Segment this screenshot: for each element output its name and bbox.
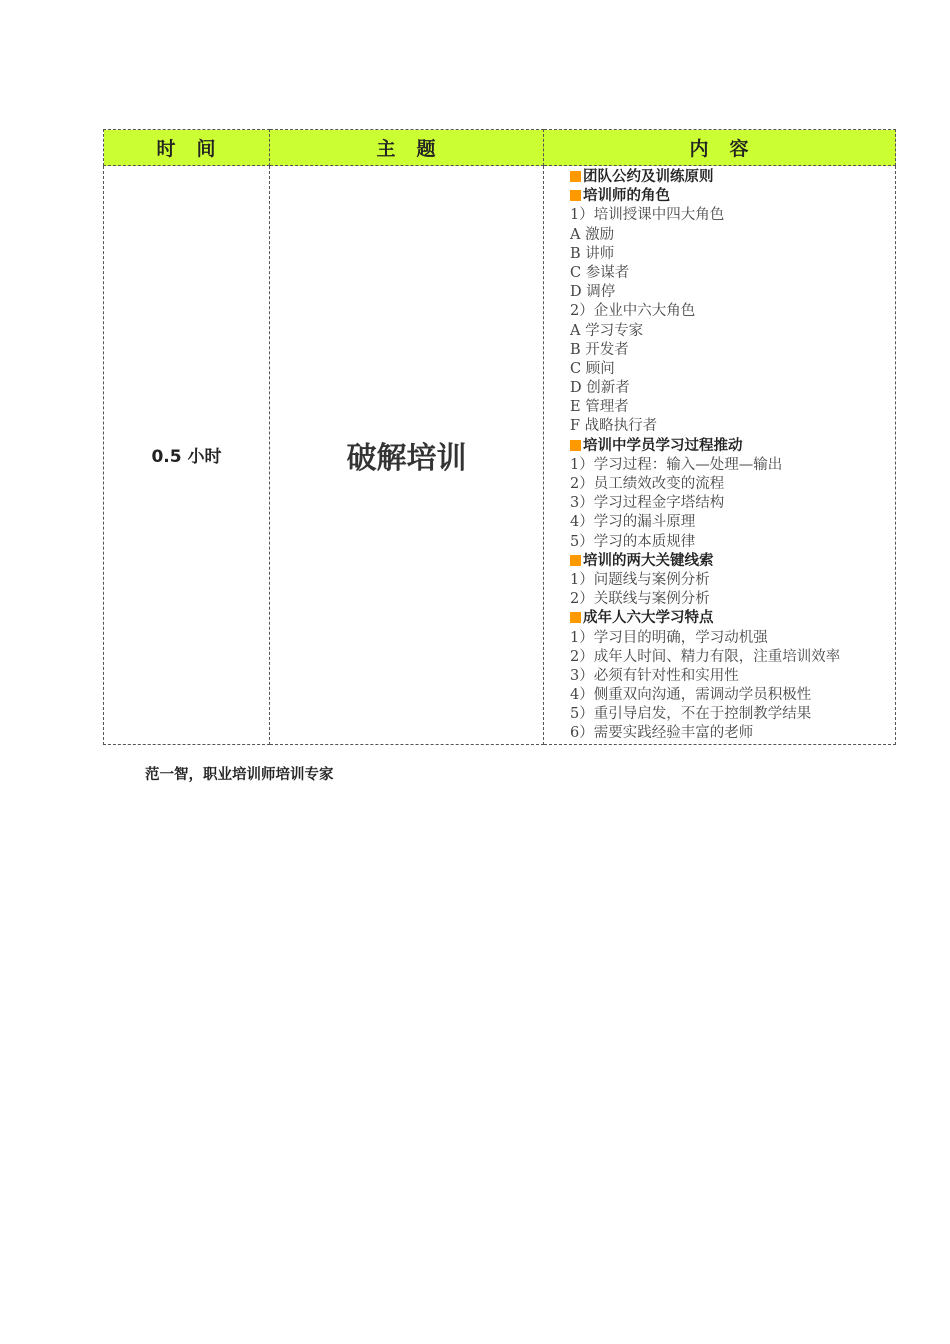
square-bullet-icon [570, 555, 581, 566]
section-heading [570, 552, 895, 571]
line-text: 2）成年人时间、精力有限，注重培训效率 [570, 648, 841, 665]
list-item [570, 667, 895, 686]
topic-cell: 破解培训 [270, 166, 544, 745]
table-header-row [104, 130, 896, 166]
list-item [570, 322, 895, 341]
line-text: 培训师的角色 [583, 188, 670, 205]
list-item [570, 705, 895, 724]
line-text: 4）侧重双向沟通，需调动学员积极性 [570, 687, 812, 704]
square-bullet-icon [570, 190, 581, 201]
line-text: 3）必须有针对性和实用性 [570, 667, 739, 684]
line-text: E 管理者 [570, 399, 629, 416]
list-item [570, 648, 895, 667]
line-text: 1）培训授课中四大角色 [570, 207, 725, 224]
list-item [570, 456, 895, 475]
list-item [570, 283, 895, 302]
line-text: 2）企业中六大角色 [570, 303, 696, 320]
line-text: 1）问题线与案例分析 [570, 571, 710, 588]
list-item [570, 724, 895, 743]
line-text: D 创新者 [570, 380, 630, 397]
line-text: 1）学习目的明确，学习动机强 [570, 629, 768, 646]
line-text: B 开发者 [570, 341, 629, 358]
line-text: A 激励 [570, 226, 615, 243]
line-text: 2）关联线与案例分析 [570, 591, 710, 608]
list-item [570, 513, 895, 532]
header-topic: 主 题 [270, 130, 544, 166]
list-item [570, 360, 895, 379]
line-text: B 讲师 [570, 245, 615, 262]
section-heading [570, 609, 895, 628]
list-item [570, 686, 895, 705]
list-item [570, 398, 895, 417]
list-item [570, 379, 895, 398]
course-table [103, 129, 896, 745]
table-row [104, 166, 896, 745]
line-text: 3）学习过程金字塔结构 [570, 495, 725, 512]
section-heading [570, 187, 895, 206]
line-text: 4）学习的漏斗原理 [570, 514, 696, 531]
line-text: 1）学习过程：输入—处理—输出 [570, 456, 783, 473]
line-text: C 顾问 [570, 360, 615, 377]
footer-author: 范一智，职业培训师培训专家 [145, 767, 334, 783]
list-item [570, 302, 895, 321]
square-bullet-icon [570, 171, 581, 182]
list-item [570, 341, 895, 360]
section-heading [570, 437, 895, 456]
line-text: 培训的两大关键线索 [583, 552, 714, 569]
line-text: 6）需要实践经验丰富的老师 [570, 725, 754, 742]
section-heading [570, 168, 895, 187]
line-text: 2）员工绩效改变的流程 [570, 476, 725, 492]
line-text: 5）学习的本质规律 [570, 533, 696, 550]
square-bullet-icon [570, 440, 581, 451]
list-item [570, 475, 895, 494]
content-list [570, 168, 895, 744]
list-item [570, 533, 895, 552]
list-item [570, 417, 895, 436]
list-item [570, 590, 895, 609]
square-bullet-icon [570, 612, 581, 623]
line-text: 5）重引导启发，不在于控制教学结果 [570, 706, 812, 723]
list-item [570, 206, 895, 225]
line-text: C 参谋者 [570, 264, 630, 281]
list-item [570, 264, 895, 283]
header-time: 时 间 [104, 130, 270, 166]
list-item [570, 226, 895, 245]
list-item [570, 245, 895, 264]
time-cell: 0.5 小时 [104, 166, 270, 745]
line-text: F 战略执行者 [570, 418, 658, 435]
line-text: 培训中学员学习过程推动 [583, 437, 743, 454]
line-text: D 调停 [570, 284, 616, 301]
line-text: 团队公约及训练原则 [583, 169, 714, 185]
content-cell [544, 166, 896, 745]
header-content: 内 容 [544, 130, 896, 166]
line-text: A 学习专家 [570, 322, 644, 339]
list-item [570, 571, 895, 590]
line-text: 成年人六大学习特点 [583, 610, 714, 627]
list-item [570, 494, 895, 513]
list-item [570, 629, 895, 648]
